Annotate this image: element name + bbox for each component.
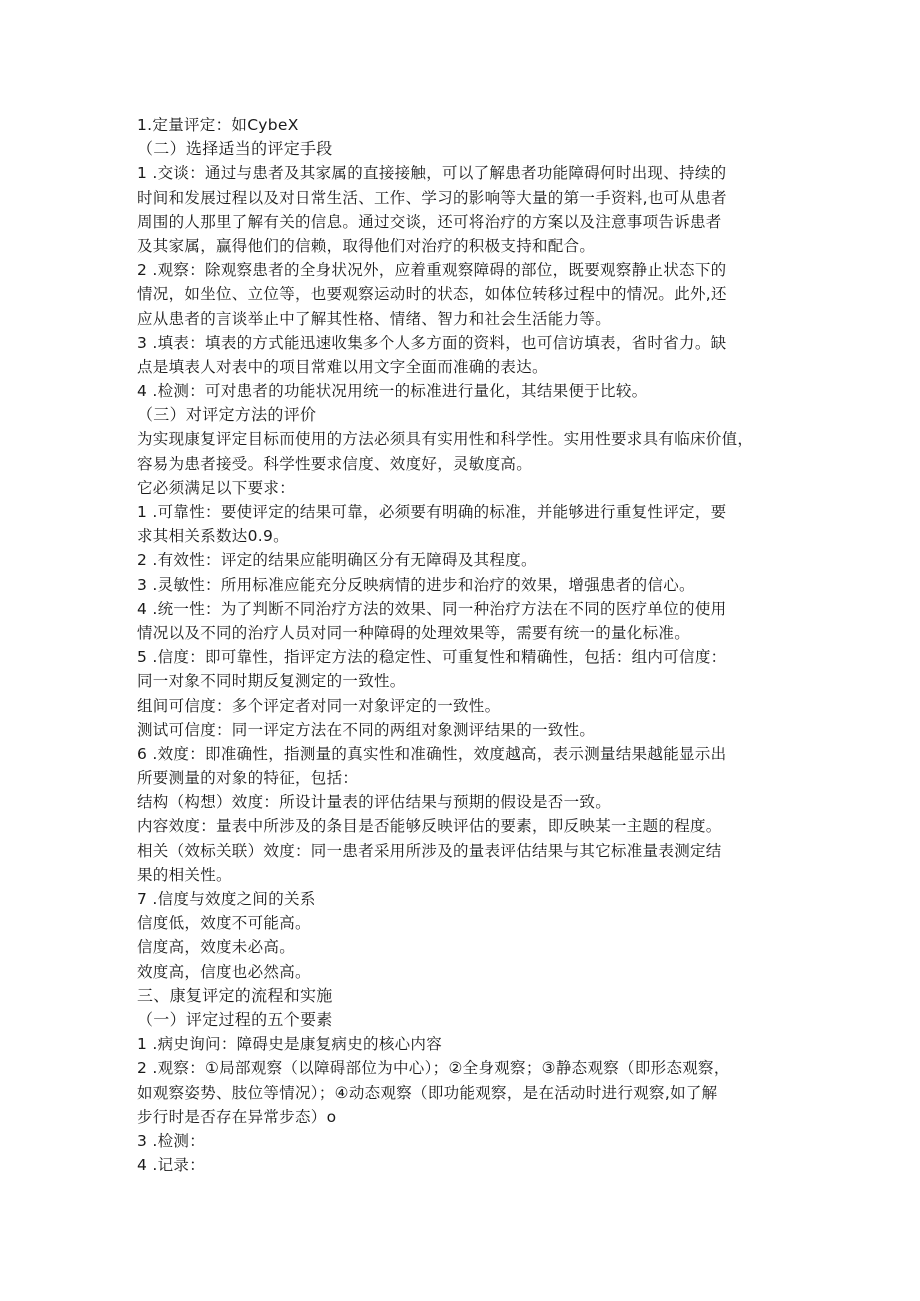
text-line: 信度低，效度不可能高。 [137, 914, 311, 933]
text-line: 7 .信度与效度之间的关系 [137, 890, 316, 908]
text-line: 1.定量评定：如CybeX [137, 116, 299, 134]
text-line: 时间和发展过程以及对日常生活、工作、学习的影响等大量的第一手资料,也可从患者 [137, 188, 727, 207]
text-line: 3 .填表：填表的方式能迅速收集多个人多方面的资料，也可信访填表，省时省力。缺 [137, 333, 727, 352]
text-line: 点是填表人对表中的项目常难以用文字全面而准确的表达。 [137, 357, 548, 376]
text-line: 应从患者的言谈举止中了解其性格、情绪、智力和社会生活能力等。 [137, 309, 612, 328]
text-line: 内容效度：量表中所涉及的条目是否能够反映评估的要素，即反映某一主题的程度。 [137, 817, 722, 836]
text-line: 2 .观察：①局部观察（以障碍部位为中心）；②全身观察；③静态观察（即形态观察， [137, 1059, 730, 1078]
section-heading: （一）评定过程的五个要素 [137, 1009, 333, 1029]
text-line: 为实现康复评定目标而使用的方法必须具有实用性和科学性。实用性要求具有临床价值， [137, 430, 754, 449]
text-line: 效度高，信度也必然高。 [137, 962, 311, 981]
text-line: 5 .信度：即可靠性，指评定方法的稳定性、可重复性和精确性，包括：组内可信度： [137, 648, 727, 667]
text-line: 4 .统一性：为了判断不同治疗方法的效果、同一种治疗方法在不同的医疗单位的使用 [137, 599, 727, 618]
text-line: 情况以及不同的治疗人员对同一种障碍的处理效果等，需要有统一的量化标准。 [137, 623, 691, 642]
text-line: 6 .效度：即准确性，指测量的真实性和准确性，效度越高，表示测量结果越能显示出 [137, 744, 727, 763]
text-line: 容易为患者接受。科学性要求信度、效度好，灵敏度高。 [137, 454, 533, 473]
text-line: 4 .检测：可对患者的功能状况用统一的标准进行量化，其结果便于比较。 [137, 382, 648, 401]
section-heading: （二）选择适当的评定手段 [137, 139, 333, 159]
text-line: 1 .交谈：通过与患者及其家属的直接接触，可以了解患者功能障碍何时出现、持续的 [137, 164, 727, 183]
chapter-heading: 三、康复评定的流程和实施 [137, 985, 333, 1005]
text-line: 所要测量的对象的特征，包括： [137, 769, 359, 788]
text-line: 情况，如坐位、立位等，也要观察运动时的状态，如体位转移过程中的情况。此外,还 [137, 285, 727, 304]
text-line: 求其相关系数达0.9。 [137, 527, 289, 546]
text-line: 周围的人那里了解有关的信息。通过交谈，还可将治疗的方案以及注意事项告诉患者 [137, 212, 722, 231]
text-line: 它必须满足以下要求： [137, 478, 296, 497]
document-body [137, 113, 797, 1177]
text-line: 2 .有效性：评定的结果应能明确区分有无障碍及其程度。 [137, 551, 537, 570]
text-line: 相关（效标关联）效度：同一患者采用所涉及的量表评估结果与其它标准量表测定结 [137, 841, 722, 860]
text-line: 步行时是否存在异常步态）o [137, 1107, 337, 1126]
text-line: 4 .记录： [137, 1156, 206, 1175]
text-line: 测试可信度：同一评定方法在不同的两组对象测评结果的一致性。 [137, 720, 596, 739]
text-line: 3 .检测： [137, 1131, 206, 1150]
text-line: 1 .病史询问：障碍史是康复病史的核心内容 [137, 1035, 443, 1054]
text-line: 2 .观察：除观察患者的全身状况外，应着重观察障碍的部位，既要观察静止状态下的 [137, 261, 727, 280]
text-line: 及其家属，赢得他们的信赖，取得他们对治疗的积极支持和配合。 [137, 236, 596, 255]
text-line: 1 .可靠性：要使评定的结果可靠，必须要有明确的标准，并能够进行重复性评定，要 [137, 503, 727, 521]
text-line: 结构（构想）效度：所设计量表的评估结果与预期的假设是否一致。 [137, 793, 612, 812]
text-line: 组间可信度：多个评定者对同一对象评定的一致性。 [137, 696, 501, 715]
text-line: 信度高，效度未必高。 [137, 938, 296, 957]
text-line: 同一对象不同时期反复测定的一致性。 [137, 672, 406, 691]
section-heading: （三）对评定方法的评价 [137, 405, 317, 425]
text-line: 如观察姿势、肢位等情况）；④动态观察（即功能观察，是在活动时进行观察,如了解 [137, 1083, 718, 1102]
text-line: 果的相关性。 [137, 865, 232, 884]
text-line: 3 .灵敏性：所用标准应能充分反映病情的进步和治疗的效果，增强患者的信心。 [137, 575, 695, 594]
